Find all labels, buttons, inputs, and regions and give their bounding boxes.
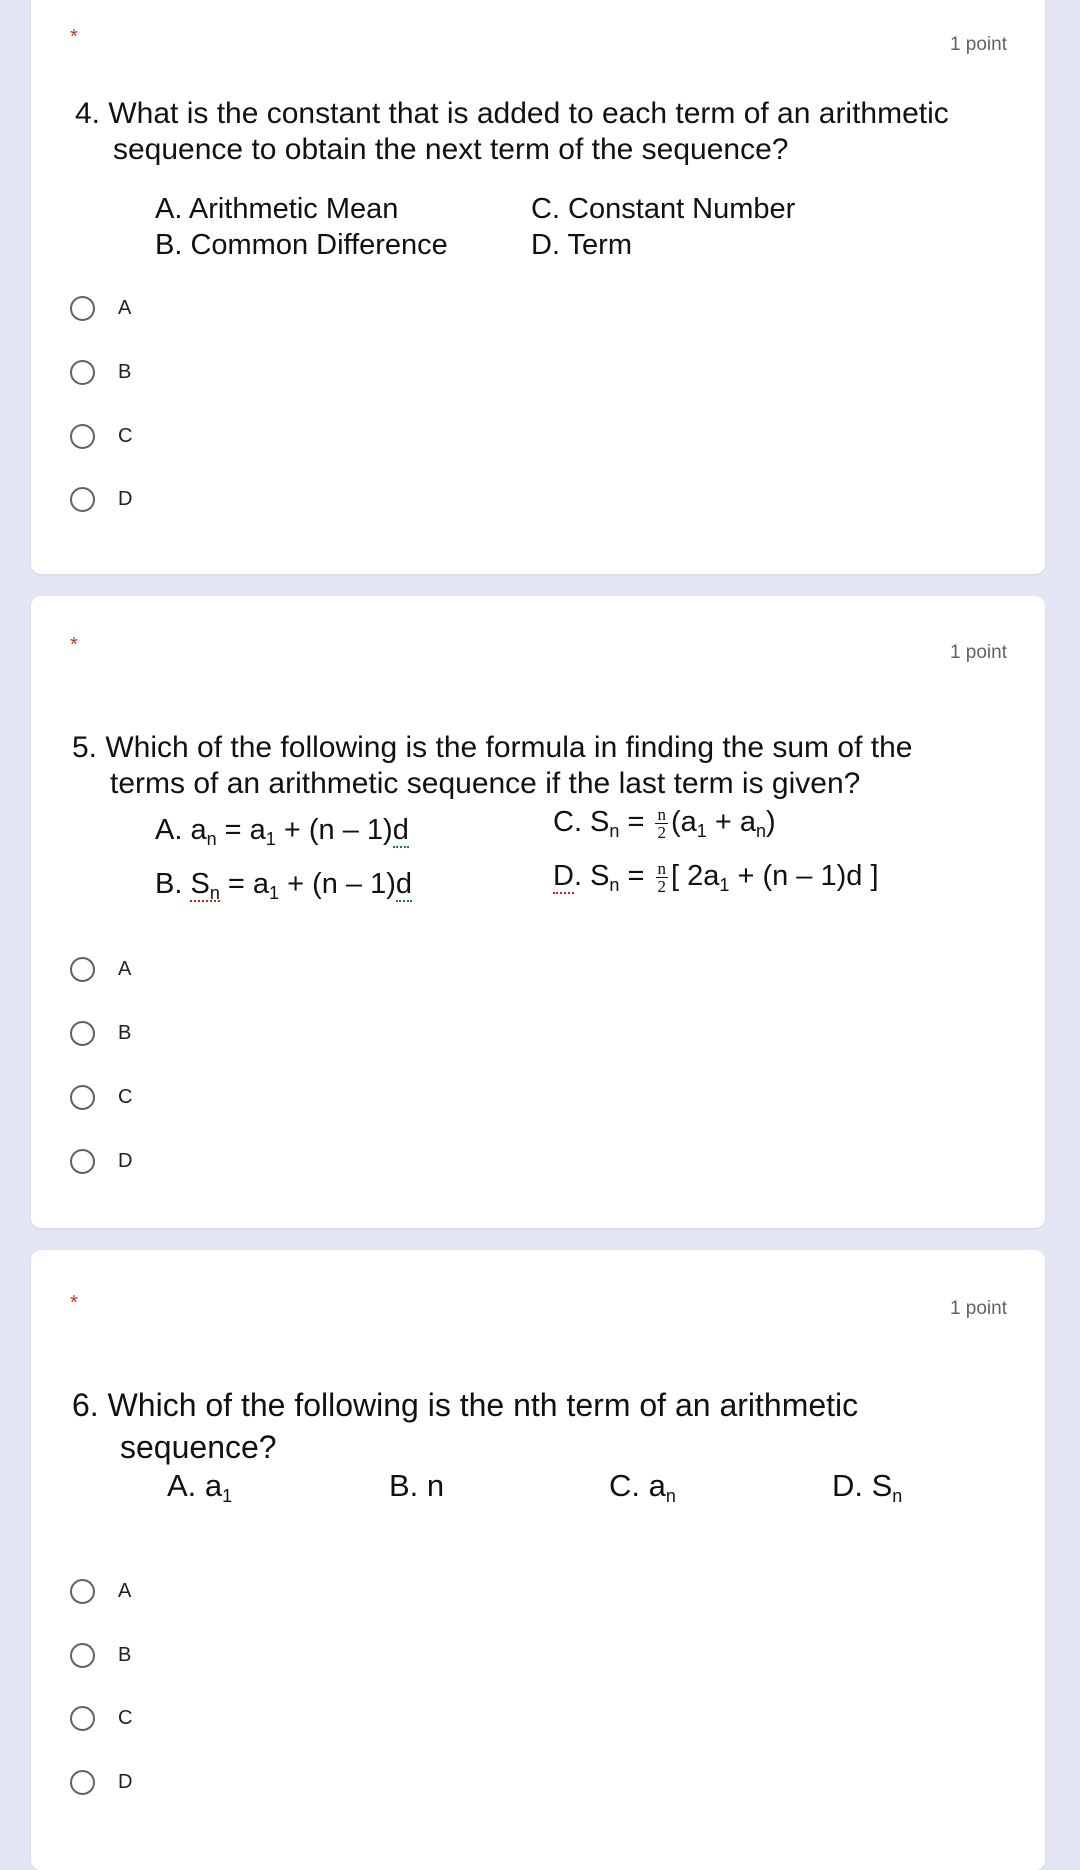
question-card-4 bbox=[31, 0, 1045, 574]
option-b[interactable] bbox=[70, 352, 370, 392]
points-label: 1 point bbox=[949, 34, 1007, 55]
option-a[interactable] bbox=[70, 288, 370, 328]
radio-button[interactable] bbox=[70, 424, 95, 449]
points-label: 1 point bbox=[949, 1298, 1007, 1319]
choice-a: A. Arithmetic Mean bbox=[155, 193, 399, 225]
question-line-2: sequence to obtain the next term of the sequence? bbox=[113, 133, 789, 166]
option-a[interactable] bbox=[70, 949, 370, 989]
question-line-1: 4. What is the constant that is added to each term of an arithmetic bbox=[75, 97, 949, 130]
question-text bbox=[75, 96, 949, 168]
option-label: C bbox=[118, 1085, 133, 1108]
question-card-6 bbox=[31, 1250, 1045, 1870]
question-line-1: 5. Which of the following is the formula in finding the sum of the bbox=[72, 731, 913, 764]
option-label: A bbox=[118, 957, 132, 980]
required-asterisk: * bbox=[70, 26, 78, 48]
choice-d: D. $S_n$ bbox=[832, 1468, 903, 1506]
choice-c: C. $a_n$ bbox=[609, 1468, 676, 1506]
option-label: A bbox=[118, 1579, 132, 1602]
option-b[interactable] bbox=[70, 1635, 370, 1675]
choice-b: B. $S_n = a_1 + (n - 1)d$ bbox=[155, 868, 413, 903]
points-label: 1 point bbox=[949, 642, 1007, 663]
choice-d: D. Term bbox=[531, 229, 632, 261]
option-d[interactable] bbox=[70, 1141, 370, 1181]
option-label: B bbox=[118, 360, 132, 383]
choice-d: D. $S_n$ = $\frac{n}{2}$ [ $2a_1 + (n - 1)d$ ] bbox=[553, 859, 879, 896]
required-asterisk: * bbox=[70, 1292, 78, 1314]
option-label: B bbox=[118, 1021, 132, 1044]
required-asterisk: * bbox=[70, 634, 78, 656]
question-text bbox=[72, 1384, 858, 1468]
option-label: D bbox=[118, 1770, 133, 1793]
question-text bbox=[72, 730, 912, 802]
radio-button[interactable] bbox=[70, 1085, 95, 1110]
radio-button[interactable] bbox=[70, 1149, 95, 1174]
option-label: C bbox=[118, 1706, 133, 1729]
question-card-5 bbox=[31, 596, 1045, 1228]
choice-c: C. $S_n$ = $\frac{n}{2}$ $(a_1 + a_n)$ bbox=[553, 805, 776, 842]
question-line-2: terms of an arithmetic sequence if the last term is given? bbox=[110, 767, 861, 800]
radio-button[interactable] bbox=[70, 487, 95, 512]
option-label: B bbox=[118, 1643, 132, 1666]
question-line-1: 6. Which of the following is the nth term of an arithmetic bbox=[72, 1387, 859, 1423]
option-label: D bbox=[118, 487, 133, 510]
radio-button[interactable] bbox=[70, 1706, 95, 1731]
radio-button[interactable] bbox=[70, 296, 95, 321]
radio-button[interactable] bbox=[70, 957, 95, 982]
choice-a: A. $a_n = a_1 + (n - 1)d$ bbox=[155, 814, 409, 849]
option-d[interactable] bbox=[70, 1762, 370, 1802]
radio-button[interactable] bbox=[70, 360, 95, 385]
radio-button[interactable] bbox=[70, 1579, 95, 1604]
option-c[interactable] bbox=[70, 1077, 370, 1117]
radio-button[interactable] bbox=[70, 1770, 95, 1795]
radio-button[interactable] bbox=[70, 1643, 95, 1668]
option-c[interactable] bbox=[70, 416, 370, 456]
option-d[interactable] bbox=[70, 479, 370, 519]
choice-b: B. n bbox=[389, 1468, 445, 1503]
choice-c: C. Constant Number bbox=[531, 193, 796, 225]
choice-b: B. Common Difference bbox=[155, 229, 448, 261]
question-line-2: sequence? bbox=[120, 1429, 277, 1465]
option-label: D bbox=[118, 1149, 133, 1172]
option-b[interactable] bbox=[70, 1013, 370, 1053]
radio-button[interactable] bbox=[70, 1021, 95, 1046]
option-c[interactable] bbox=[70, 1698, 370, 1738]
choice-a: A. $a_1$ bbox=[167, 1468, 233, 1506]
option-label: C bbox=[118, 424, 133, 447]
option-a[interactable] bbox=[70, 1571, 370, 1611]
option-label: A bbox=[118, 296, 132, 319]
